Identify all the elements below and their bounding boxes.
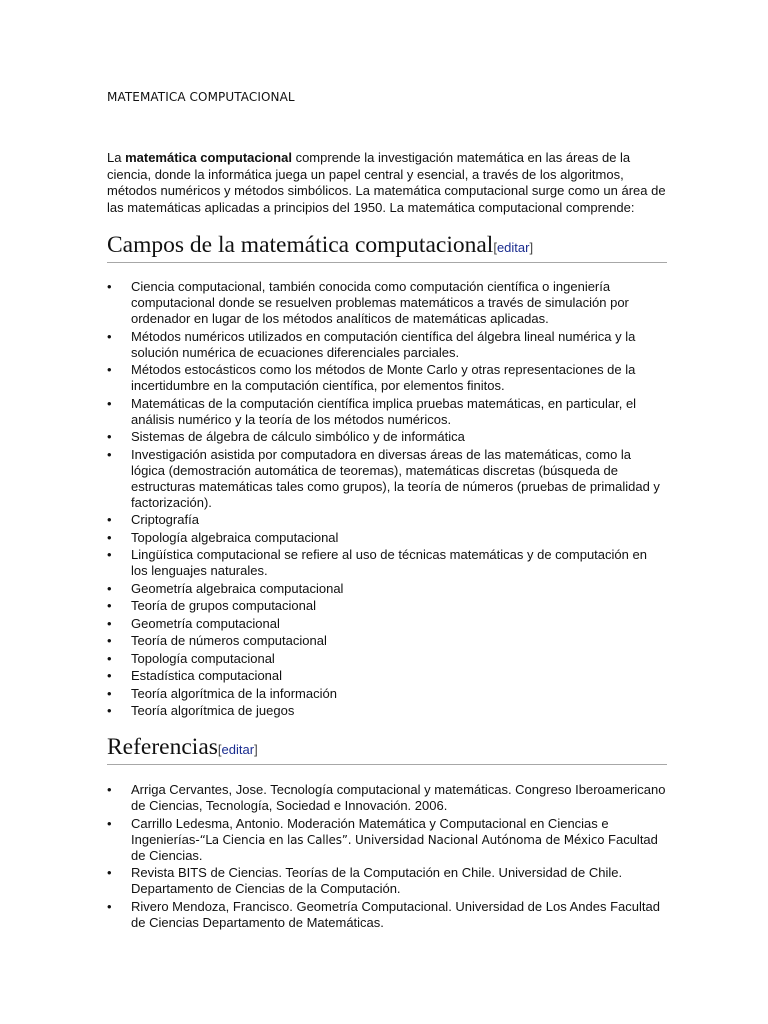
section-heading-text: Campos de la matemática computacional [107,232,494,258]
list-item-text: Teoría algorítmica de juegos [131,703,295,718]
intro-rest: comprende la investigación matemática en las áreas de la ciencia, donde la informática juega un papel central y esencial, a través de los algoritmos, métodos numéricos y métodos simbólicos. La matemática computacional surge como un área de las matemáticas aplicadas a principios del 1950. La matemática computacional comprende: [107,150,666,215]
bullet-icon: • [107,279,112,294]
reference-text: Carrillo Ledesma, Antonio. Moderación Matemática y Computacional en Ciencias e Ingenierías-“La Ciencia en las Calles”. Universidad Nacional Autónoma de México Facultad de Ciencias. [131,815,658,863]
bullet-icon: • [107,429,112,444]
reference-item [107,782,667,814]
document-title: MATEMATICA COMPUTACIONAL [107,90,295,104]
list-item-text: Teoría de números computacional [131,633,327,648]
list-item-text: Topología algebraica computacional [131,529,339,545]
list-item [107,633,667,649]
campos-list [107,279,667,719]
list-item-text: Métodos numéricos utilizados en computación científica del álgebra lineal numérica y la solución numérica de ecuaciones diferenciales parciales. [131,328,636,360]
bullet-icon: • [107,547,112,562]
list-item-text: Lingüística computacional se refiere al uso de técnicas matemáticas y de computación en los lenguajes naturales. [131,547,647,578]
list-item-text: Estadística computacional [131,668,283,683]
list-item [107,362,667,394]
reference-text: Revista BITS de Ciencias. Teorías de la Computación en Chile. Universidad de Chile. Departamento de Ciencias de la Computación. [131,865,623,896]
list-item-text: Métodos estocásticos como los métodos de Monte Carlo y otras representaciones de la incertidumbre en la computación científica, por elementos finitos. [131,362,636,393]
reference-text: Rivero Mendoza, Francisco. Geometría Computacional. Universidad de Los Andes Facultad de Ciencias Departamento de Matemáticas. [131,898,660,930]
section-heading-text: Referencias [107,734,218,760]
list-item [107,616,667,632]
bullet-icon: • [107,650,112,666]
reference-item [107,865,667,897]
list-item [107,581,667,597]
references-list [107,782,667,931]
bullet-icon: • [107,703,112,718]
list-item [107,512,667,528]
list-item-text: Criptografía [131,512,199,527]
bullet-icon: • [107,362,112,377]
reference-item [107,816,667,864]
reference-text: Arriga Cervantes, Jose. Tecnología computacional y matemáticas. Congreso Iberoamericano de Ciencias, Tecnología, Sociedad e Innovación. 2006. [131,782,666,813]
bullet-icon: • [107,395,112,411]
bullet-icon: • [107,615,112,631]
list-item [107,329,667,361]
list-item [107,668,667,684]
bullet-icon: • [107,865,112,880]
bullet-icon: • [107,633,112,648]
list-item-text: Teoría algorítmica de la información [131,685,337,701]
list-item [107,547,667,579]
bullet-icon: • [107,668,112,683]
edit-section-link-wrapper: [editar] [217,742,258,757]
list-item-text: Teoría de grupos computacional [131,598,317,613]
bullet-icon: • [107,598,112,613]
list-item [107,703,667,719]
bullet-icon: • [107,685,112,701]
list-item [107,447,667,511]
reference-item [107,899,667,931]
bullet-icon: • [107,446,112,462]
list-item [107,651,667,667]
bullet-icon: • [107,512,112,527]
reference-quoted-text: “La Ciencia en las Calles”. Universidad Nacional Autónoma de México [199,832,605,847]
list-item-text: Geometría algebraica computacional [131,580,344,596]
bullet-icon: • [107,529,112,545]
list-item [107,429,667,445]
intro-paragraph [107,150,667,216]
edit-section-link[interactable]: editar [221,742,255,757]
section-heading-referencias [107,734,667,765]
list-item-text: Topología computacional [131,650,275,666]
edit-section-link[interactable]: editar [496,240,530,255]
bullet-icon: • [107,815,112,831]
document-page [107,90,667,932]
list-item [107,530,667,546]
edit-section-link-wrapper: [editar] [493,240,534,255]
bullet-icon: • [107,328,112,344]
intro-bold-term: matemática computacional [125,150,292,165]
list-item-text: Sistemas de álgebra de cálculo simbólico y de informática [131,429,465,444]
bullet-icon: • [107,898,112,914]
section-heading-campos [107,232,667,263]
bullet-icon: • [107,580,112,596]
list-item [107,686,667,702]
list-item [107,279,667,327]
list-item-text: Geometría computacional [131,615,280,631]
list-item [107,598,667,614]
intro-lead: La [107,150,126,165]
list-item-text: Matemáticas de la computación científica implica pruebas matemáticas, en particular, el análisis numérico y la teoría de los métodos numéricos. [131,395,637,427]
bullet-icon: • [107,782,112,797]
list-item-text: Investigación asistida por computadora en diversas áreas de las matemáticas, como la lógica (demostración automática de teoremas), matemáticas discretas (búsqueda de estructuras matemáticas tales como grupos), la teoría de números (pruebas de primalidad y factorización). [131,446,660,510]
list-item [107,396,667,428]
list-item-text: Ciencia computacional, también conocida como computación científica o ingeniería computacional donde se resuelven problemas matemáticos a través de simulación por ordenador en lugar de los métodos analíticos de matemáticas aplicadas. [131,279,629,326]
